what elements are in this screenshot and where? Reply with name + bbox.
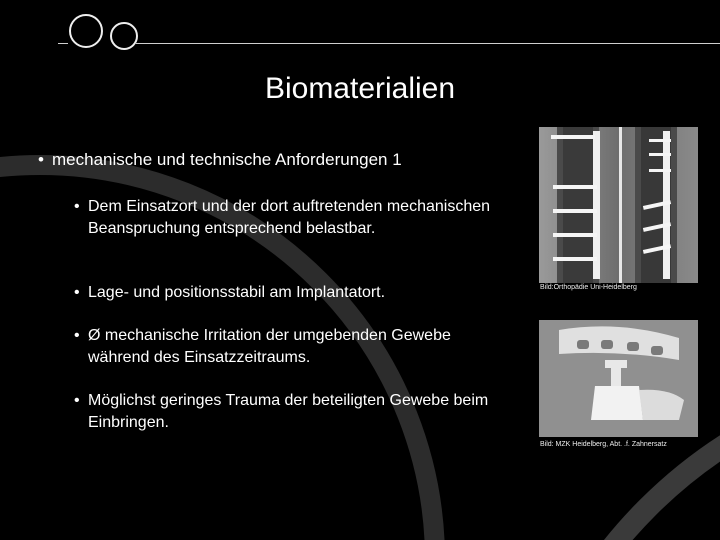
bullet-text: Möglichst geringes Trauma der beteiligten Gewebe beim Einbringen. xyxy=(88,392,489,431)
bullet-marker: • xyxy=(74,392,80,409)
bullet-marker: • xyxy=(74,327,80,344)
bullet-text: Lage- und positionsstabil am Implantatort. xyxy=(88,284,386,301)
bullet-marker: • xyxy=(38,150,44,169)
header-dash xyxy=(58,43,68,44)
bullet-text: Dem Einsatzort und der dort auftretenden mechanischen Beanspruchung entsprechend belastbar. xyxy=(88,198,491,237)
bullet-marker: • xyxy=(74,198,80,215)
xray-bone-plate-image xyxy=(539,127,698,283)
bullet-level1-text: mechanische und technische Anforderungen 1 xyxy=(52,150,402,169)
header-line xyxy=(136,43,720,44)
logo-circle-small xyxy=(110,22,138,50)
image-caption-2: Bild: MZK Heidelberg, Abt. .f. Zahnersatz xyxy=(540,441,667,448)
bullet-level2-2 xyxy=(74,282,494,304)
bullet-level2-3 xyxy=(74,325,494,369)
slide-title: Biomaterialien xyxy=(264,72,456,105)
bullet-level2-4 xyxy=(74,390,494,434)
bullet-level2-1 xyxy=(74,196,494,240)
bullet-marker: • xyxy=(74,284,80,301)
image-caption-1: Bild:Orthopädie Uni-Heidelberg xyxy=(540,284,637,291)
xray-dental-implant-image xyxy=(539,320,698,437)
bullet-text: Ø mechanische Irritation der umgebenden Gewebe während des Einsatzzeitraums. xyxy=(88,327,451,366)
bullet-level1 xyxy=(38,150,402,170)
logo-circle-large xyxy=(69,14,103,48)
